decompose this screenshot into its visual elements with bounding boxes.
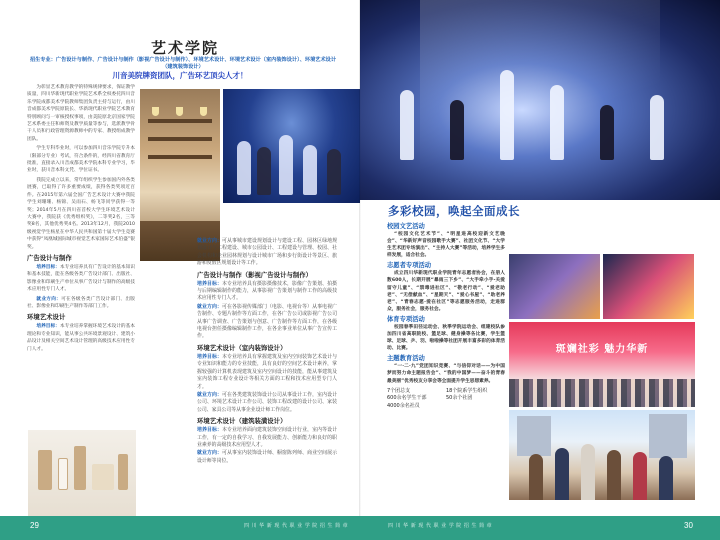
student	[659, 456, 673, 500]
page-number-left: 29	[30, 521, 39, 530]
theme-text: “一·二·九”党团知识竞赛、“与信仰对话——为中国梦而努力命主题报告会”、“我的中国梦——奋斗的青春最美丽”优秀校友分享会等全面提升学生思想素养。	[387, 364, 505, 384]
text: 可在各影视传媒部门（电影、电视台等）从事电视广告制作、专题片制作等方面工作，在各广告公司或影视广告公司从事广告调查、广告策划与创意、广告制作等方面工作，在各级电视台担任摄像编辑制作工作，在各企事业单位从事广告宣传工作。	[197, 303, 337, 340]
shelf	[148, 137, 212, 141]
text: 可在各类建筑装饰设计公司从事设计工作，室内设计公司、环境艺术设计工作公司、装饰工程改建的设计公司、家装公司、家具公司等从事企业设计师工作岗位。	[197, 391, 337, 413]
stats-grid	[387, 388, 505, 411]
sports-text: 校园春季田径运动会、秋季学院运动会、组建校队参加四川省高职院校、篮足球、健身操等各比赛，学生篮球、足球、乒、羽、啦啦操等社团开展丰富多彩的体育活动、比赛。	[387, 324, 505, 352]
heading-theme: 主题教育活动	[387, 355, 425, 363]
stat: 4000余名社员	[387, 402, 420, 409]
students-photo	[509, 410, 695, 500]
left-page	[0, 0, 360, 522]
product	[118, 454, 128, 490]
lamp	[152, 107, 159, 116]
majors-list: 招生专业：广告设计与制作、广告设计与制作（影视广告设计与制作）、环境艺术设计、环境艺术设计（室内装饰设计）、环境艺术设计（建筑装饰设计）	[29, 57, 337, 70]
ad-goal	[27, 264, 135, 294]
text: 本专业培养具有掌握建筑及室内空间装饰艺术设计与专业知识和能力的专业技能，具有良好的空间艺术设计素养，掌握较强的计算机表现建筑及室内空间设计的技能，能从事建筑及室内装饰工程专业设计等相关方面的工程和技术应用型专门人才。	[197, 353, 337, 390]
label: 培养目标：	[36, 324, 60, 330]
dancer	[237, 141, 251, 195]
intro-paragraph: 学生专科毕业时，可以参加四川音乐学院专升本（限部分专业）考试，符合条件的，经四川省教育厅批准，直接录入川音成都美术学院本科专业学习，毕业时，获川音本科文凭、学位证书。	[27, 146, 135, 174]
mid-employment	[197, 238, 337, 268]
label: 培养目标：	[197, 353, 223, 360]
text: 本专业培养具有广告设计的基本知识和基本技能，能在各级各类广告设计部门、出版社、影像业和印刷生产单位从事广告设计与制作的高级技术应用性专门人才。	[27, 264, 135, 293]
ad-employment	[27, 296, 135, 311]
label: 就业方向：	[197, 303, 223, 310]
label: 培养目标：	[36, 264, 60, 270]
label: 培养目标：	[197, 280, 223, 287]
stat: 7个团总支	[387, 387, 411, 394]
dancer	[450, 100, 464, 160]
student	[581, 444, 595, 500]
dancer	[303, 145, 317, 195]
stage-photo	[360, 0, 720, 200]
label: 就业方向：	[36, 296, 62, 302]
brand-text: “校园文化艺术节”、“明星进高校迎新文艺晚会”、“华新好声音校园歌手大赛”、社团文化节、“大学生艺术团专场演出”、“主持人大赛”等活动，培养学生多样发展，适合社会。	[387, 232, 505, 259]
heading-env-design: 环境艺术设计	[27, 313, 66, 322]
label: 就业方向：	[197, 450, 223, 457]
heading-brand: 校园文艺活动	[387, 223, 425, 230]
heading-interior: 环境艺术设计（室内装饰设计）	[197, 343, 287, 352]
intro-paragraph: 我院完成立以来，常年组织学生参加国内外各类展赛，已取得了许多重要成绩，获得各类奖项近百件。在2015年第六届全国广告艺术设计大赛中我院学生刘珊珊、杨锦、吴雨石、杨飞等同学获得一等奖；2014年5月在四川省首校大学生环境艺术设计大赛中，我院获《优秀组织奖》，二等奖2名，三等奖8名，其他优秀奖4名。2013年12月，我院2010级视觉学生杨星在中华人民共和国第十届大学生竞赛中获得“凤凰城国际城市视觉艺术家国际艺术伯盛”银奖。	[27, 177, 135, 250]
film-employment	[197, 304, 337, 341]
lamp	[176, 107, 183, 116]
label: 就业方向：	[197, 391, 223, 398]
heading-film-ad: 广告设计与制作（影视广告设计与制作）	[197, 270, 313, 279]
interior-employment	[197, 392, 337, 414]
text: 可从事室内装饰设计师、橱窗陈列师、商业空间展示设计师等岗位。	[197, 450, 337, 464]
label: 就业方向：	[197, 238, 223, 244]
env-goal	[27, 323, 135, 353]
interior-goal	[197, 354, 337, 391]
text: 可从事城市建设规划设计与建设工程、园林区绿地规划设计与工程建设、城市公园设计、工程建设与管理、校园、社会机构和企业园林规划与设计城市广场和步行街设计等景区、旅游和度假区规划设计等工作。	[197, 238, 337, 267]
product	[58, 458, 68, 490]
page-gutter	[359, 0, 361, 522]
page-number-right: 30	[684, 521, 693, 530]
arch-goal	[197, 427, 337, 449]
footer-text: 四 川 华 新 现 代 职 业 学 院 招 生 简 章	[388, 523, 493, 529]
arch-employment	[197, 450, 337, 465]
dancer	[327, 149, 341, 195]
heading-volunteer: 志愿者专项活动	[387, 262, 432, 270]
building	[517, 416, 551, 456]
student	[633, 452, 647, 500]
film-goal	[197, 281, 337, 303]
product	[74, 446, 86, 490]
majors-detail-column	[197, 238, 337, 466]
products-photo	[28, 430, 136, 516]
text: 可在各级各类广告设计部门、出版社、影像业和印刷生产制作等部门工作。	[27, 296, 135, 309]
activities-column	[387, 220, 505, 410]
heading-ad-design: 广告设计与制作	[27, 253, 72, 262]
right-page	[360, 0, 720, 522]
footer-bar	[0, 516, 720, 540]
shelf	[148, 155, 212, 159]
student	[555, 448, 569, 500]
dancer	[550, 85, 564, 160]
dancer	[600, 105, 614, 160]
label: 培养目标：	[197, 427, 223, 434]
stat: 600余名学生干部	[387, 395, 427, 402]
building	[649, 414, 687, 458]
banner-text: 斑斓社彩 魅力华新	[555, 344, 649, 355]
text: 本专业培养面向建筑装饰空间设计行业，室内等设计工作，有一定的自我学习、自我发展能力、创新能力和良好的职业素养的高级技术应用型人才。	[197, 427, 337, 448]
section-title: 多彩校园，唤起全面成长	[388, 204, 520, 218]
intro-paragraph: 为彰显艺术教育教学的特殊规律要求，保证教学质量，四川华新现代职业学院艺术系全权委托四川音乐学院成都美术学院教师集团负责主持与运行，由川音成都美术学院原院长、华新现代职业学院艺术教育特别顾问与一审核授权事项，由美院原北京国家学院艺术系委主任和师资及教学质量等参与，选派教学骨干人员和行政管理资源教师中的专家、教授组成教学团队。	[27, 85, 135, 142]
dance-photo	[223, 89, 360, 203]
crowd	[509, 379, 695, 407]
campus-photo	[509, 254, 600, 319]
product	[38, 450, 52, 490]
product	[92, 464, 114, 490]
dancer	[400, 90, 414, 160]
text: 本专业培养掌握环境艺术设计的基本理论和专业知识，能从事公共环境景观设计、建筑小品设计及相关空间艺术设计管理的高级技术应用性专门人才。	[27, 324, 135, 352]
stat: 50余个社团	[446, 395, 473, 402]
intro-column	[27, 84, 135, 355]
stat: 18个院系学生组织	[446, 387, 488, 394]
student	[607, 450, 621, 500]
club-banner-photo	[509, 322, 695, 407]
footer-text: 四 川 华 新 现 代 职 业 学 院 招 生 简 章	[244, 523, 349, 529]
slogan: 川音美院牌资团队，广告环艺顶尖人才！	[112, 71, 248, 80]
volunteer-text: 成立四川华新现代职业学院青年志愿者协会，在册人数600人，长期开展“暴雨三下乡”、“大手牵小手·关爱留守儿童”、“禁毒进社区”、“敬老行动”、“爱老助老”、“无偿献血”、“星期天”、“爱心书屋”、“助老养老”、“青春志愿·爱在社区”等志愿服务活动，走进群众，服务社会，服务社会。	[387, 271, 505, 312]
student	[529, 454, 543, 500]
lamp	[200, 107, 207, 116]
heading-architecture: 环境艺术设计（建筑装潢设计）	[197, 417, 287, 426]
page-title: 艺术学院	[150, 39, 219, 57]
heading-sports: 体育专项活动	[387, 315, 425, 323]
dancer	[257, 147, 271, 195]
shelf	[148, 119, 212, 123]
dancer	[500, 70, 514, 160]
dancer	[650, 95, 664, 160]
text: 本专业培养具有摄影摄像技术，影像广告策划、拍摄与后期编辑制作的能力，从事影视广告策划与制作工作的高级技术应用性专门人才。	[197, 280, 337, 302]
campus-photo	[603, 254, 694, 319]
interior-photo	[140, 89, 223, 261]
dancer	[279, 135, 293, 195]
